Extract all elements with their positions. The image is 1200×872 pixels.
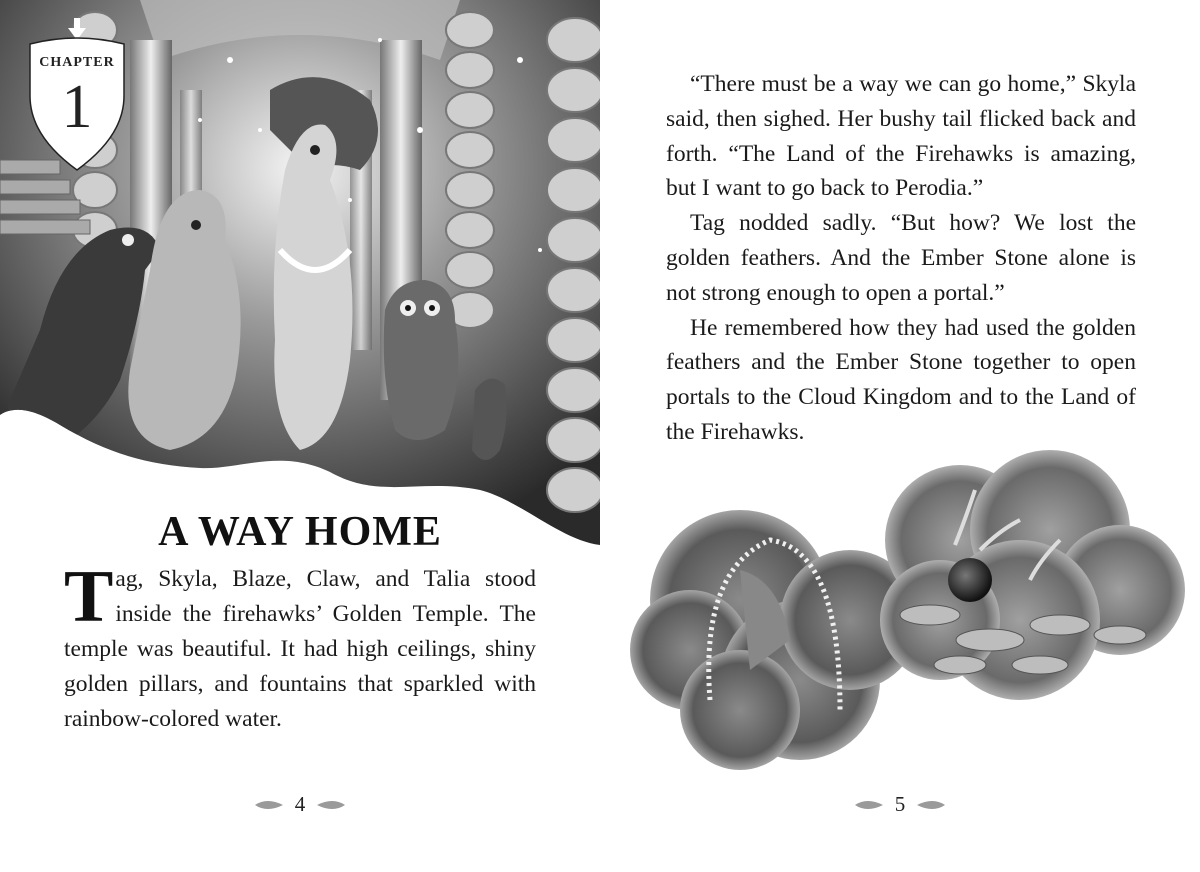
chapter-label: CHAPTER [39, 55, 115, 70]
leaf-ornament-icon [253, 799, 285, 811]
chapter-number: 1 [61, 73, 93, 141]
leaf-ornament-icon [853, 799, 885, 811]
chapter-badge [26, 18, 128, 178]
page-number-left [0, 792, 600, 817]
left-body-text [64, 556, 536, 737]
paragraph-text: ag, Skyla, Blaze, Claw, and Talia stood inside the firehawks’ Golden Temple. The temple was beautiful. It had high ceilings, shiny golden pillars, and fountains that sparkled with rainbow-colored water. [64, 566, 536, 732]
drop-cap: T [64, 556, 114, 638]
leaf-ornament-icon [315, 799, 347, 811]
paragraph: “There must be a way we can go home,” Skyla said, then sighed. Her bushy tail flicked back and forth. “The Land of the Firehawks is amazing, but I want to go back to Perodia.” [666, 71, 1136, 202]
right-body-text [666, 67, 1136, 450]
memory-cloud-illustration [620, 450, 1190, 790]
paragraph: Tag nodded sadly. “But how? We lost the golden feathers. And the Ember Stone alone is not strong enough to open a portal.” [666, 210, 1136, 306]
page-number-right [600, 792, 1200, 817]
page-number: 5 [894, 792, 906, 816]
paragraph [64, 556, 536, 737]
chapter-title: A WAY HOME [158, 509, 442, 555]
right-page [600, 0, 1200, 872]
page-number: 4 [294, 792, 306, 816]
leaf-ornament-icon [915, 799, 947, 811]
paragraph: He remembered how they had used the golden feathers and the Ember Stone together to open portals to the Cloud Kingdom and to the Land of the Firehawks. [666, 314, 1136, 445]
